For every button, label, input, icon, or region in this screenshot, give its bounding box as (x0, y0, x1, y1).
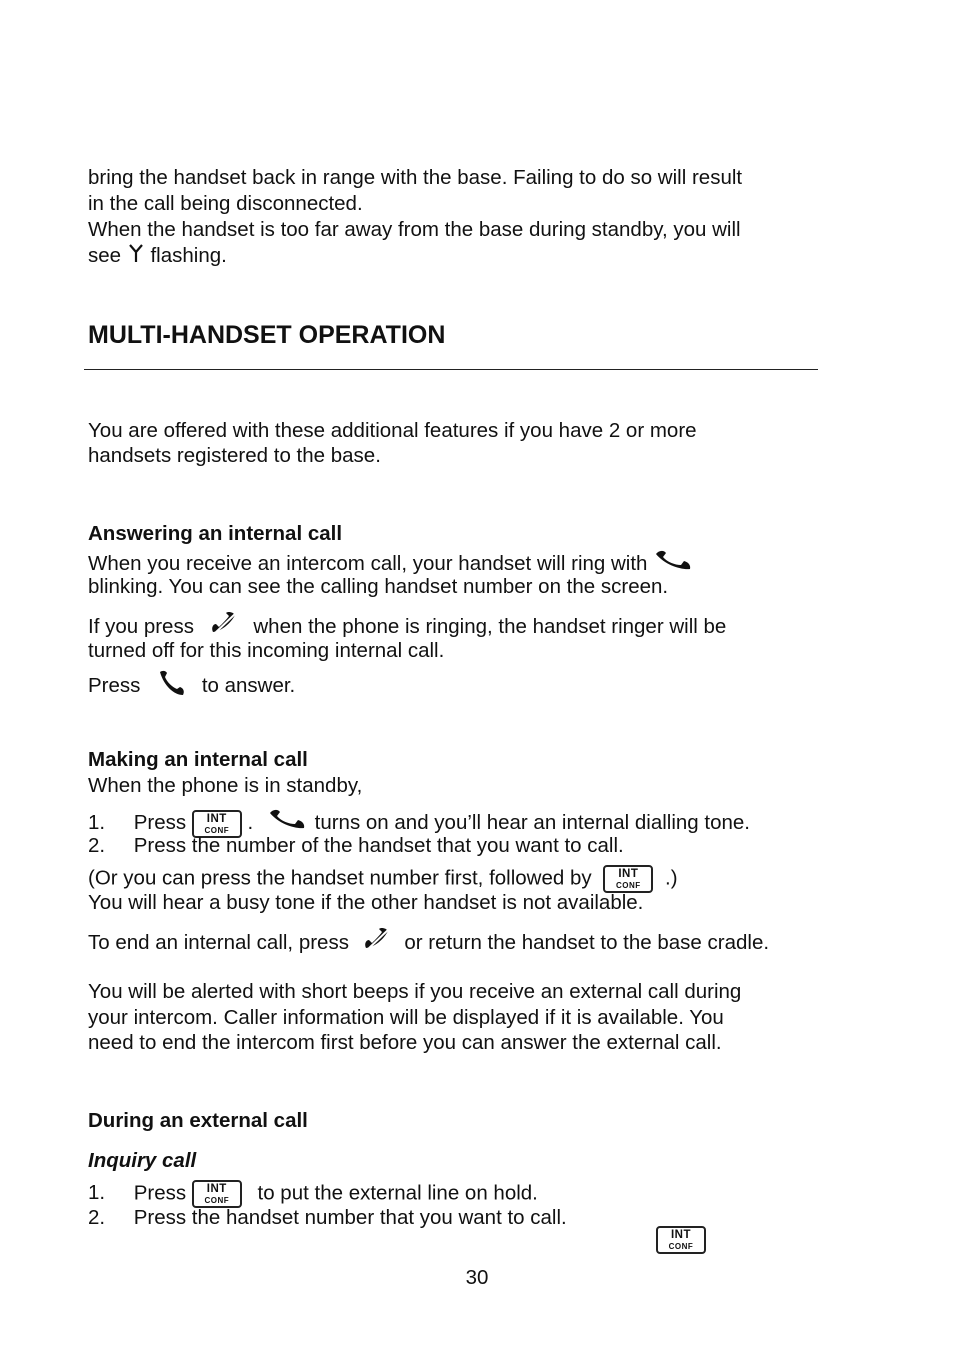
answering-p1-text: When you receive an intercom call, your handset will ring with (88, 551, 648, 575)
external-heading: During an external call (88, 1109, 308, 1132)
int-key-label: INT (206, 812, 227, 825)
making-alert-line-2: your intercom. Caller information will be displayed if it is available. You (88, 1006, 724, 1029)
section-divider (84, 369, 818, 370)
int-conf-key-standalone (656, 1226, 706, 1254)
making-end (88, 928, 769, 959)
making-step-1-mid: . (247, 810, 254, 834)
answering-p3-post: to answer. (201, 673, 296, 697)
making-step-2 (88, 833, 624, 859)
external-subheading: Inquiry call (88, 1149, 197, 1172)
int-conf-key (192, 1180, 242, 1208)
making-alt-post: .) (665, 866, 678, 890)
conf-key-label: CONF (616, 881, 641, 890)
making-alt-pre: (Or you can press the handset number first, followed by (88, 866, 592, 890)
answering-heading: Answering an internal call (88, 522, 343, 545)
making-step-1-post: turns on and you’ll hear an internal dialling tone. (314, 810, 750, 834)
making-step-1-number: 1. (88, 810, 106, 834)
int-conf-key (603, 865, 653, 893)
external-step-1-number: 1. (88, 1181, 106, 1205)
making-end-pre: To end an internal call, press (88, 930, 349, 954)
page-number: 30 (465, 1266, 489, 1289)
intro-line-4-pre: see (88, 244, 122, 267)
making-step-1-pre: Press (133, 810, 187, 834)
conf-key-label: CONF (204, 1196, 230, 1205)
int-key-label: INT (670, 1229, 692, 1241)
antenna-icon (127, 243, 145, 270)
making-intro: When the phone is in standby, (88, 774, 363, 797)
external-step-2-number: 2. (88, 1206, 106, 1229)
external-step-2-text: Press the handset number that you want to call. (133, 1206, 567, 1229)
section-intro-line-1: You are offered with these additional features if you have 2 or more (88, 419, 697, 442)
making-alert-line-3: need to end the intercom first before you can answer the external call. (88, 1031, 722, 1054)
making-alert-line-1: You will be alerted with short beeps if you receive an external call during (88, 980, 742, 1003)
conf-key-label: CONF (204, 825, 230, 835)
section-intro-line-2: handsets registered to the base. (88, 444, 381, 467)
making-step-2-number: 2. (88, 834, 106, 857)
intro-line-3: When the handset is too far away from the base during standby, you will (88, 218, 741, 241)
int-key-label: INT (206, 1183, 227, 1195)
answering-p2-post: when the phone is ringing, the handset ringer will be (253, 614, 727, 638)
intro-line-4-post: flashing. (150, 244, 227, 267)
making-end-post: or return the handset to the base cradle. (404, 930, 770, 954)
making-heading: Making an internal call (88, 748, 308, 771)
making-alt (88, 865, 678, 893)
intro-line-4 (88, 243, 227, 270)
section-title: MULTI-HANDSET OPERATION (88, 321, 446, 349)
answering-p1-line-2: blinking. You can see the calling handset number on the screen. (88, 575, 669, 598)
external-step-2 (88, 1205, 567, 1231)
making-step-2-text: Press the number of the handset that you want to call. (133, 834, 624, 857)
external-step-1 (88, 1180, 538, 1208)
int-key-label: INT (618, 868, 639, 880)
answering-p3-pre: Press (88, 673, 141, 697)
talk-icon (156, 669, 186, 704)
making-busy: You will hear a busy tone if the other handset is not available. (88, 891, 644, 914)
external-step-1-pre: Press (133, 1181, 187, 1205)
external-step-1-post: to put the external line on hold. (257, 1181, 538, 1205)
answering-p3 (88, 669, 295, 704)
int-conf-key (656, 1226, 706, 1254)
conf-key-label: CONF (668, 1242, 694, 1251)
intro-line-2: in the call being disconnected. (88, 192, 363, 215)
answering-p2-line-2: turned off for this incoming internal call. (88, 639, 445, 662)
intro-line-1: bring the handset back in range with the base. Failing to do so will result (88, 166, 743, 189)
end-call-icon (363, 928, 391, 959)
answering-p2-pre: If you press (88, 614, 194, 638)
